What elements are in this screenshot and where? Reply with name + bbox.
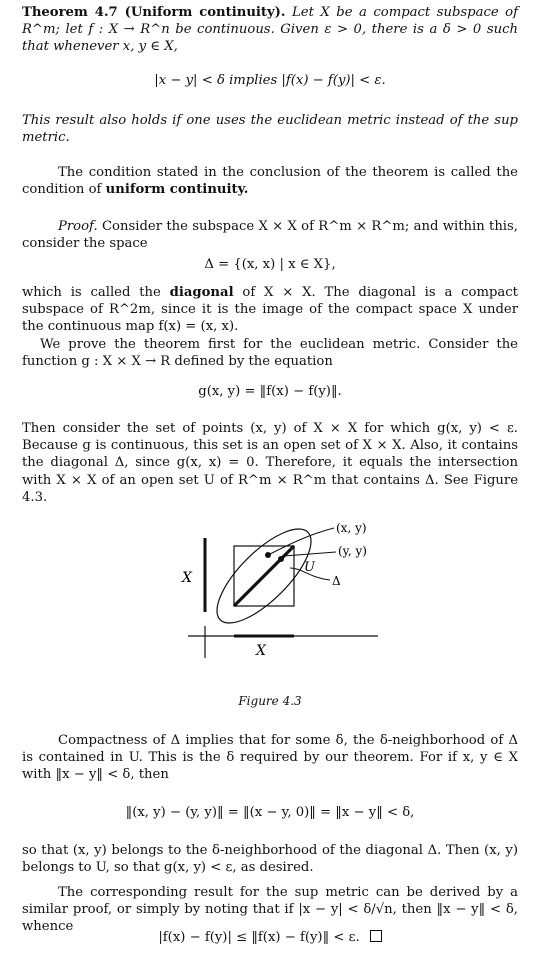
final-inequality: |f(x) − f(y)| ≤ ‖f(x) − f(y)‖ < ε. xyxy=(158,930,360,945)
proof-paragraph-5: Compactness of Δ implies that for some δ, the δ-neighborhood of Δ is contained in U. This is the δ required by our theorem. For if x, y ∈ X with ‖x − y‖ < δ, then xyxy=(22,733,518,783)
remark-term: uniform continuity. xyxy=(105,182,249,198)
label-delta: Δ xyxy=(332,574,341,588)
point-xy xyxy=(265,552,271,558)
leader-yy xyxy=(284,552,336,556)
g-display-equation: g(x, y) = ‖f(x) − f(y)‖. xyxy=(198,384,342,399)
label-x-bottom: X xyxy=(256,643,266,659)
norm-display-equation: ‖(x, y) − (y, y)‖ = ‖(x − y, 0)‖ = ‖x − y‖ < δ, xyxy=(125,805,415,820)
point-yy xyxy=(278,556,284,562)
leader-xy xyxy=(270,528,334,554)
label-x-left: X xyxy=(182,570,192,586)
diagonal-term: diagonal xyxy=(169,285,234,300)
final-display-equation xyxy=(22,929,518,946)
proof-text-2a: which is called the xyxy=(22,285,161,300)
theorem-display-equation: |x − y| < δ implies |f(x) − f(y)| < ε. xyxy=(154,73,386,88)
theorem-heading: Theorem 4.7 (Uniform continuity). xyxy=(22,5,286,20)
diagonal-delta xyxy=(234,546,294,606)
figure-4-3 xyxy=(160,508,390,663)
proof-paragraph-2 xyxy=(22,284,518,336)
remark-text: The condition stated in the conclusion of the theorem is called the condition of xyxy=(22,165,518,198)
proof-label: Proof. xyxy=(58,219,98,234)
proof-paragraph-7: The corresponding result for the sup metric can be derived by a similar proof, or simply by noting that if |x − y| < δ/√n, then ‖x − y‖ < δ, whence xyxy=(22,885,518,935)
theorem-statement xyxy=(22,4,518,56)
proof-paragraph-1 xyxy=(22,218,518,252)
theorem-extension: This result also holds if one uses the euclidean metric instead of the sup metric. xyxy=(22,113,518,146)
diagonal-display-equation: Δ = {(x, x) | x ∈ X}, xyxy=(204,257,336,272)
label-xy: (x, y) xyxy=(336,521,367,535)
figure-caption: Figure 4.3 xyxy=(238,694,302,708)
qed-box-icon xyxy=(370,930,382,942)
proof-paragraph-3: We prove the theorem first for the euclidean metric. Consider the function g : X × X → R defined by the equation xyxy=(22,337,518,370)
proof-paragraph-4: Then consider the set of points (x, y) of X × X for which g(x, y) < ε. Because g is continuous, this set is an open set of X × X. Also, it contains the diagonal Δ, since g(x, x) = 0. Therefore, it equals the intersection with X × X of an open set U of R^m × R^m that contains Δ. See Figure 4.3. xyxy=(22,421,518,505)
proof-paragraph-6: so that (x, y) belongs to the δ-neighborhood of the diagonal Δ. Then (x, y) belongs to U, so that g(x, y) < ε, as desired. xyxy=(22,843,518,876)
proof-text-2b: of X × X. The diagonal is a compact subspace of R^2m, since it is the image of the compact space X under the continuous map f(x) = (x, x). xyxy=(22,285,518,335)
label-yy: (y, y) xyxy=(338,544,367,558)
label-u: U xyxy=(304,560,315,575)
uniform-continuity-remark xyxy=(22,164,518,198)
theorem-text: Let X be a compact subspace of R^m; let f : X → R^n be continuous. Given ε > 0, there is a δ > 0 such that whenever x, y ∈ X, xyxy=(22,5,518,55)
proof-text-1: Consider the subspace X × X of R^m × R^m; and within this, consider the space xyxy=(22,219,518,252)
